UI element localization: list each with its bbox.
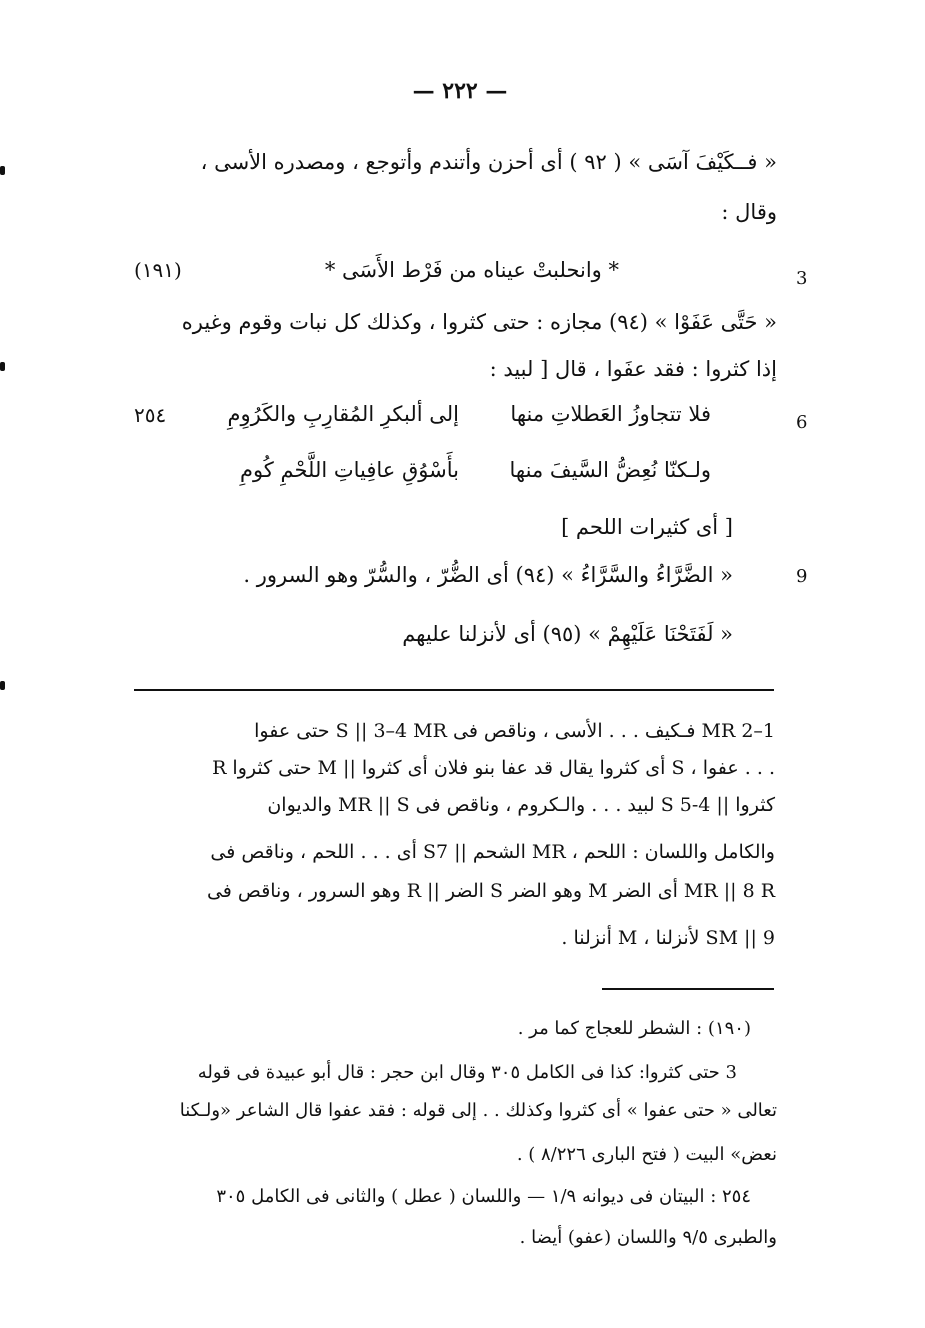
note-line: نعض» البيت ( فتح البارى ٨/٢٢٦ ) . <box>516 1144 777 1165</box>
main-line-8: [ أى كثيرات اللحم ] <box>561 515 733 539</box>
main-line-2: وقال : <box>721 200 777 224</box>
note-line: تعالى « حتى عفوا » أى كثروا وكذلك . . إلى قوله : فقد عفوا قال الشاعر «ولـكنا <box>179 1100 777 1121</box>
apparatus-line: . . . عفوا ، S أى كثروا يقال قد عفا بنو فلان أى كثروا || M حتى كثروا R <box>212 757 775 779</box>
verse-2-first-hemistich: فلا تتجاوزُ العَطلاتِ منها <box>510 402 711 426</box>
main-line-4: « حَتَّى عَفَوْا » (٩٤) مجازه : حتى كثروا ، وكذلك كل نبات وقوم وغيره <box>181 310 777 334</box>
edge-mark <box>0 362 5 371</box>
edge-mark <box>0 681 5 690</box>
apparatus-line: كثروا || 4-5 S لبيد . . . والـكروم ، وناقص فى MR || S والديوان <box>267 794 775 816</box>
page-number: — ٢٢٢ — <box>412 78 508 104</box>
edge-mark <box>0 166 5 175</box>
apparatus-line: والكامل واللسان : اللحم ، MR الشحم || S7 أى . . . اللحم ، وناقص فى <box>210 841 775 863</box>
main-line-5: إذا كثروا : فقد عفَوا ، قال [ لبيد : <box>489 357 777 381</box>
line-number: 3 <box>796 268 808 289</box>
verse-2-second-hemistich: إلى ألبكرِ المُقارِبِ والكَرُوِمِ <box>227 402 459 426</box>
note-line: والطبرى ٩/٥ واللسان (عفو) أيضا . <box>519 1227 777 1248</box>
verse-1: * وانحلبتْ عيناه من فَرْط الأَسَى * <box>324 258 619 282</box>
verse-3-second-hemistich: بأَسْوُقِ عافِياتِ اللَّحْمِ كُومِ <box>239 458 459 482</box>
main-line-10: « لَفَتَحْنَا عَلَيْهِمْ » (٩٥) أى لأنزلنا عليهم <box>402 622 733 646</box>
apparatus-line: SM || 9 لأنزلنا ، M أنزلنا . <box>561 927 775 949</box>
apparatus-rule <box>134 689 774 691</box>
note-line: (١٩٠) : الشطر للعجاج كما مر . <box>517 1018 751 1039</box>
main-line-9: « الضَّرَّاءُ والسَّرَّاءُ » (٩٤) أى الضُّرّ ، والسُّرّ وهو السرور . <box>243 563 733 587</box>
verse-1-ref: (١٩١) <box>134 258 182 282</box>
note-line: 3 حتى كثروا: كذا فى الكامل ٣٠٥ وقال ابن حجر : قال أبو عبيدة فى قوله <box>197 1062 737 1083</box>
main-line-1: « فــكَيْفَ آسَى » ( ٩٢ ) أى أحزن وأتندم وأتوجع ، ومصدره الأسى ، <box>200 150 777 174</box>
line-number: 9 <box>796 566 808 587</box>
apparatus-line: MR || 8 R أى الضر M وهو الضر S الضر || R وهو السرور ، وناقص فى <box>206 880 775 902</box>
verse-3-first-hemistich: ولـكنّا نُعِضُّ السَّيفَ منها <box>509 458 711 482</box>
verse-2-ref: ٢٥٤ <box>134 403 167 427</box>
apparatus-line: 1–2 MR فـكيف . . . الأسى ، وناقص فى S || 3–4 MR حتى عفوا <box>254 720 775 742</box>
line-number: 6 <box>796 412 808 433</box>
note-line: ٢٥٤ : البيتان فى ديوانه ١/٩ — واللسان ( عطل ) والثانى فى الكامل ٣٠٥ <box>216 1186 751 1207</box>
notes-rule <box>602 988 774 990</box>
